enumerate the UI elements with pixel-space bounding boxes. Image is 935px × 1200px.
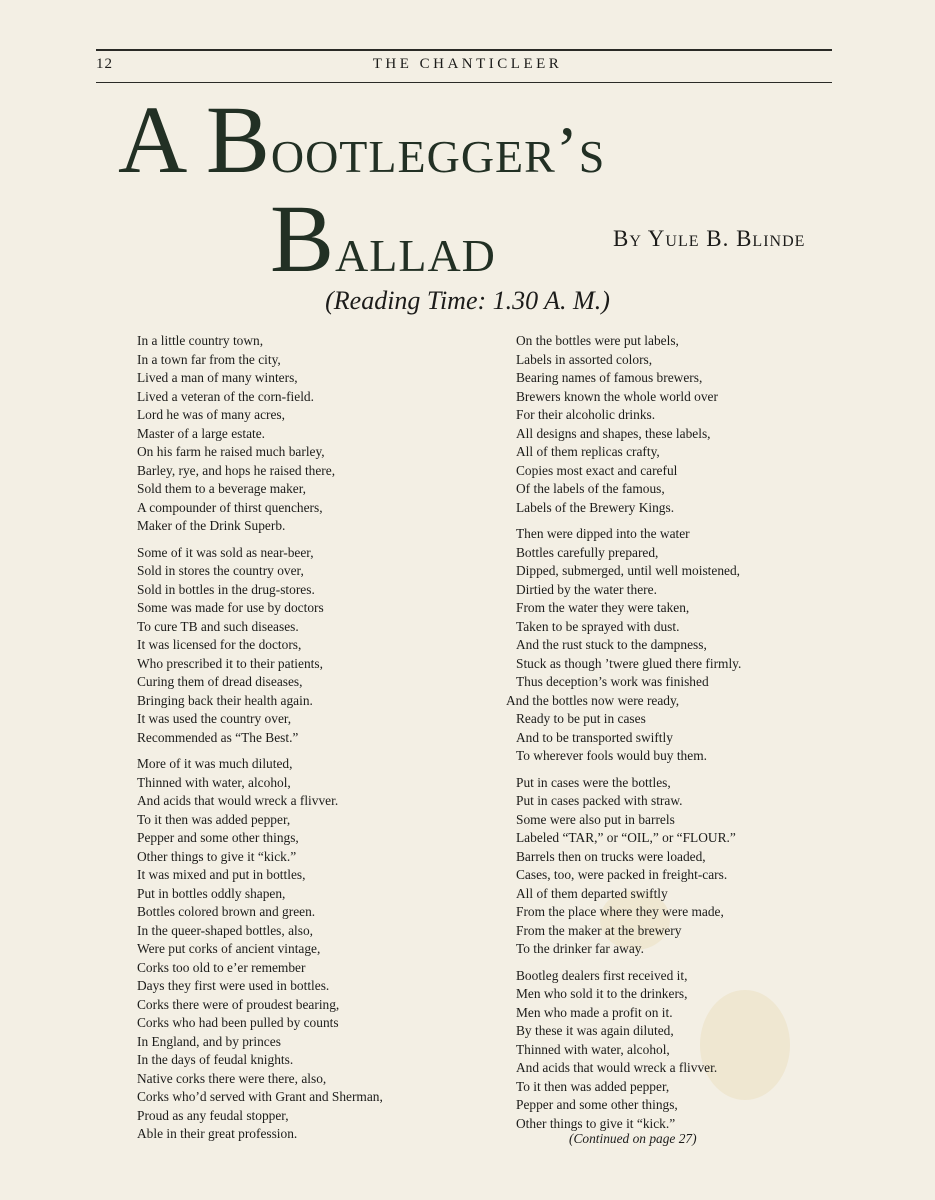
poem-line: All of them replicas crafty,	[516, 444, 660, 459]
poem-line: Lived a man of many winters,	[137, 370, 298, 385]
poem-line: Recommended as “The Best.”	[137, 729, 299, 745]
poem-line: Corks there were of proudest bearing,	[137, 996, 340, 1012]
poem-line: More of it was much diluted,	[137, 756, 293, 771]
poem-right-column	[506, 332, 836, 1141]
poem-line: On the bottles were put labels,	[516, 333, 679, 348]
poem-line: Thinned with water, alcohol,	[516, 1041, 670, 1057]
poem-line: To it then was added pepper,	[137, 811, 291, 827]
poem-line: Dirtied by the water there.	[516, 581, 657, 597]
poem-line: From the place where they were made,	[516, 904, 724, 919]
byline: By Yule B. Blinde	[613, 226, 806, 251]
poem-line: Some was made for use by doctors	[137, 600, 324, 615]
poem-line: To cure TB and such diseases.	[137, 618, 299, 634]
poem-line: Thinned with water, alcohol,	[137, 774, 291, 790]
poem-line: Then were dipped into the water	[516, 526, 690, 541]
poem-line: Labeled “TAR,” or “OIL,” or “FLOUR.”	[516, 830, 736, 845]
stanza	[506, 525, 836, 766]
stanza	[137, 544, 477, 748]
poem-line: Master of a large estate.	[137, 425, 266, 441]
poem-line: On his farm he raised much barley,	[137, 444, 325, 459]
poem-line: Maker of the Drink Superb.	[137, 518, 286, 533]
poem-line: Stuck as though ’twere glued there firmly.	[516, 655, 742, 671]
poem-line: Of the labels of the famous,	[516, 481, 665, 496]
poem-line: And acids that would wreck a flivver.	[137, 793, 339, 808]
poem-line: Put in cases packed with straw.	[516, 793, 683, 808]
poem-line: It was used the country over,	[137, 711, 292, 726]
page-number: 12	[96, 56, 113, 72]
poem-line: Sold them to a beverage maker,	[137, 481, 307, 496]
poem-line: For their alcoholic drinks.	[516, 407, 656, 422]
poem-line: A compounder of thirst quenchers,	[137, 499, 323, 515]
poem-line: Men who sold it to the drinkers,	[516, 986, 688, 1001]
title-line-1	[118, 86, 606, 193]
header-rule-top	[96, 49, 832, 51]
poem-line: In the days of feudal knights.	[137, 1052, 294, 1067]
poem-line: Were put corks of ancient vintage,	[137, 941, 321, 956]
header-rule-bottom	[96, 82, 832, 83]
poem-line: Some were also put in barrels	[516, 811, 675, 827]
poem-line: Who prescribed it to their patients,	[137, 655, 323, 671]
poem-line: Other things to give it “kick.”	[516, 1115, 676, 1131]
poem-line: In England, and by princes	[137, 1033, 281, 1049]
stanza	[516, 774, 836, 959]
poem-line: Able in their great profession.	[137, 1126, 298, 1141]
poem-line: It was mixed and put in bottles,	[137, 867, 306, 882]
poem-line: To it then was added pepper,	[516, 1078, 670, 1094]
poem-line: From the water they were taken,	[516, 600, 690, 615]
title-rest-1: ootlegger’s	[270, 114, 606, 187]
poem-line: Barley, rye, and hops he raised there,	[137, 462, 336, 478]
reading-time: (Reading Time: 1.30 A. M.)	[325, 286, 610, 315]
poem-line: Bottles colored brown and green.	[137, 904, 316, 919]
continued-note: (Continued on page 27)	[569, 1131, 697, 1146]
poem-line: Curing them of dread diseases,	[137, 674, 303, 689]
poem-line: Labels in assorted colors,	[516, 351, 653, 367]
poem-line: Sold in stores the country over,	[137, 563, 304, 578]
poem-line: All of them departed swiftly	[516, 885, 668, 901]
title-line-2	[270, 185, 496, 292]
poem-line: It was licensed for the doctors,	[137, 637, 302, 652]
poem-line: Pepper and some other things,	[137, 830, 299, 845]
poem-line: Pepper and some other things,	[516, 1097, 678, 1112]
poem-line: Copies most exact and careful	[516, 462, 678, 478]
poem-line: Men who made a profit on it.	[516, 1004, 673, 1020]
poem-line: And to be transported swiftly	[516, 729, 673, 745]
poem-line: Bootleg dealers first received it,	[516, 967, 688, 983]
poem-line: By these it was again diluted,	[516, 1023, 674, 1038]
poem-line: Cases, too, were packed in freight-cars.	[516, 867, 728, 882]
poem-line: Native corks there were there, also,	[137, 1070, 327, 1086]
poem-line: Put in cases were the bottles,	[516, 774, 671, 790]
poem-line: All designs and shapes, these labels,	[516, 425, 711, 441]
stanza	[137, 755, 477, 1144]
poem-line: From the maker at the brewery	[516, 922, 682, 938]
poem-line: Taken to be sprayed with dust.	[516, 618, 680, 634]
running-head: THE CHANTICLEER	[372, 56, 563, 72]
poem-line: Days they first were used in bottles.	[137, 978, 330, 993]
poem-line: Bottles carefully prepared,	[516, 544, 659, 560]
title-rest-2: allad	[335, 213, 496, 286]
stanza	[516, 967, 836, 1134]
poem-line: Bearing names of famous brewers,	[516, 370, 703, 385]
poem-line: Corks who had been pulled by counts	[137, 1015, 339, 1030]
poem-line: And the bottles now were ready,	[506, 692, 680, 708]
poem-line: In a little country town,	[137, 333, 264, 348]
poem-line: Ready to be put in cases	[516, 711, 646, 726]
poem-line: Bringing back their health again.	[137, 692, 313, 708]
poem-line: To the drinker far away.	[516, 941, 644, 956]
title-initial-b: B	[205, 86, 271, 193]
poem-line: In the queer-shaped bottles, also,	[137, 922, 313, 938]
stanza	[516, 332, 836, 517]
poem-line: In a town far from the city,	[137, 351, 281, 367]
poem-line: To wherever fools would buy them.	[516, 748, 707, 763]
poem-line: Other things to give it “kick.”	[137, 848, 297, 864]
poem-line: Sold in bottles in the drug-stores.	[137, 581, 315, 597]
title-initial-a: A	[118, 86, 189, 193]
poem-line: Labels of the Brewery Kings.	[516, 499, 675, 515]
poem-line: Dipped, submerged, until well moistened,	[516, 563, 741, 578]
poem-line: And the rust stuck to the dampness,	[516, 637, 707, 652]
poem-line: Put in bottles oddly shapen,	[137, 885, 286, 901]
poem-line: Barrels then on trucks were loaded,	[516, 848, 706, 864]
stanza	[137, 332, 477, 536]
poem-line: Corks too old to e’er remember	[137, 959, 306, 975]
poem-line: Some of it was sold as near-beer,	[137, 544, 314, 560]
poem-line: Corks who’d served with Grant and Sherman,	[137, 1089, 383, 1104]
poem-line: Brewers known the whole world over	[516, 388, 718, 404]
poem-line: Lived a veteran of the corn-field.	[137, 388, 314, 404]
poem-line: And acids that would wreck a flivver.	[516, 1060, 718, 1075]
title-initial-b2: B	[270, 185, 336, 292]
poem-left-column	[137, 332, 477, 1152]
poem-line: Proud as any feudal stopper,	[137, 1107, 289, 1123]
poem-line: Lord he was of many acres,	[137, 407, 285, 422]
poem-line: Thus deception’s work was finished	[516, 674, 709, 689]
